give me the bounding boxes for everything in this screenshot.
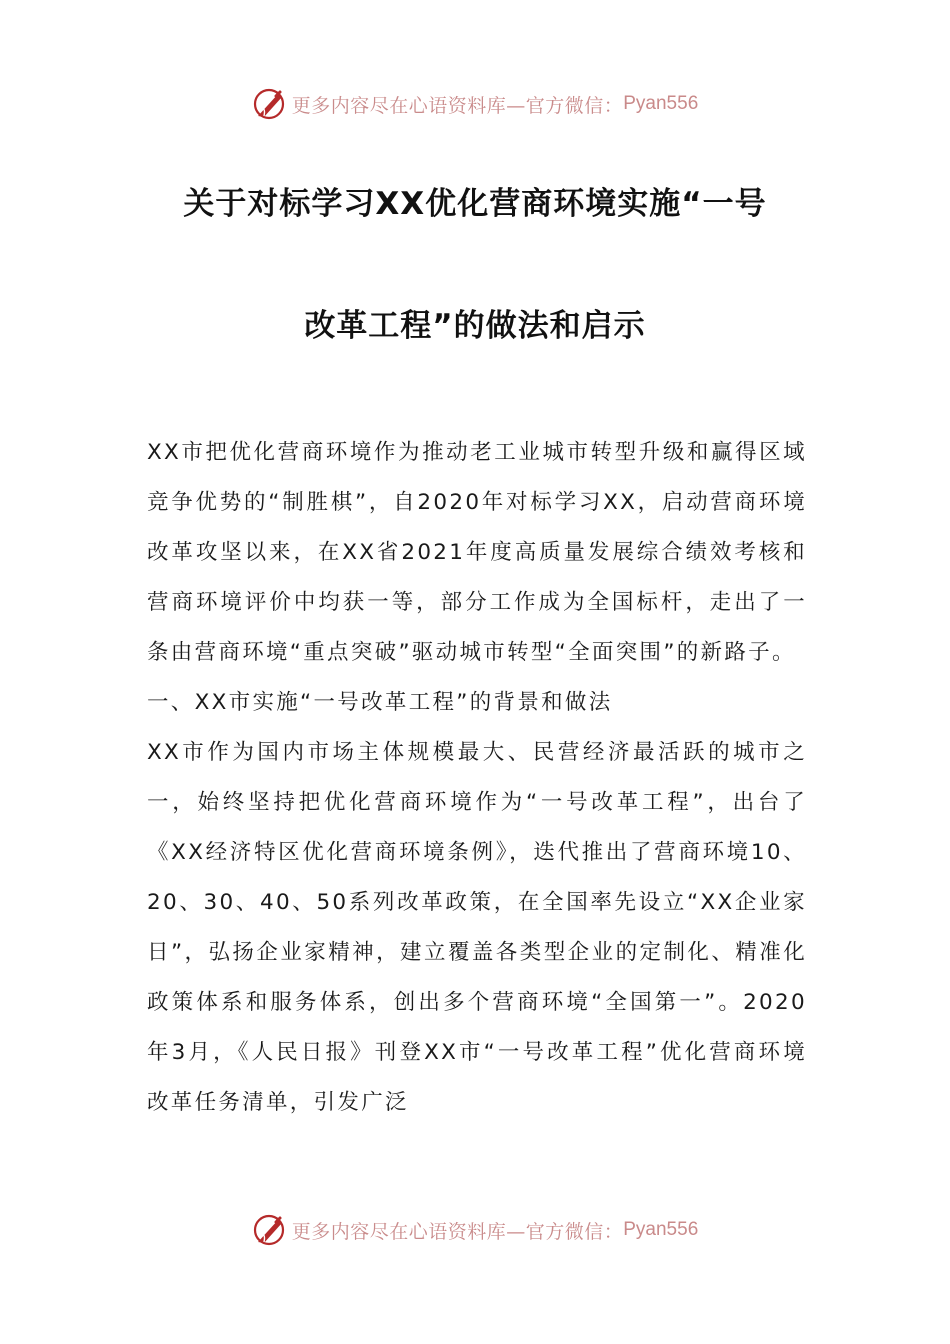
document-title-line-1: 关于对标学习XX优化营商环境实施“一号	[183, 186, 767, 222]
footer-wechat-id: Pyan556	[623, 1219, 699, 1240]
header-wechat-id: Pyan556	[623, 93, 699, 114]
footer-banner-text: 更多内容尽在心语资料库—官方微信：	[291, 1220, 624, 1243]
document-body	[147, 428, 807, 1128]
paragraph-section-1: XX市作为国内市场主体规模最大、民营经济最活跃的城市之一，始终坚持把优化营商环境作为“一号改革工程”，出台了《XX经济特区优化营商环境条例》，迭代推出了营商环境10、20、30、40、50系列改革政策，在全国率先设立“XX企业家日”，弘扬企业家精神，建立覆盖各类型企业的定制化、精准化政策体系和服务体系，创出多个营商环境“全国第一”。2020年3月，《人民日报》刊登XX市“一号改革工程”优化营商环境改革任务清单，引发广泛	[147, 740, 807, 1115]
section-heading-1: 一、XX市实施“一号改革工程”的背景和做法	[147, 690, 613, 715]
header-banner-text: 更多内容尽在心语资料库—官方微信：	[291, 94, 624, 117]
pen-logo-icon	[252, 86, 288, 122]
footer-banner	[0, 1208, 950, 1252]
header-banner	[0, 82, 950, 126]
pen-logo-icon	[252, 1212, 288, 1248]
paragraph-intro: XX市把优化营商环境作为推动老工业城市转型升级和赢得区域竞争优势的“制胜棋”，自2020年对标学习XX，启动营商环境改革攻坚以来，在XX省2021年度高质量发展综合绩效考核和营商环境评价中均获一等，部分工作成为全国标杆，走出了一条由营商环境“重点突破”驱动城市转型“全面突围”的新路子。	[147, 440, 807, 665]
document-title-line-2: 改革工程”的做法和启示	[304, 308, 646, 344]
